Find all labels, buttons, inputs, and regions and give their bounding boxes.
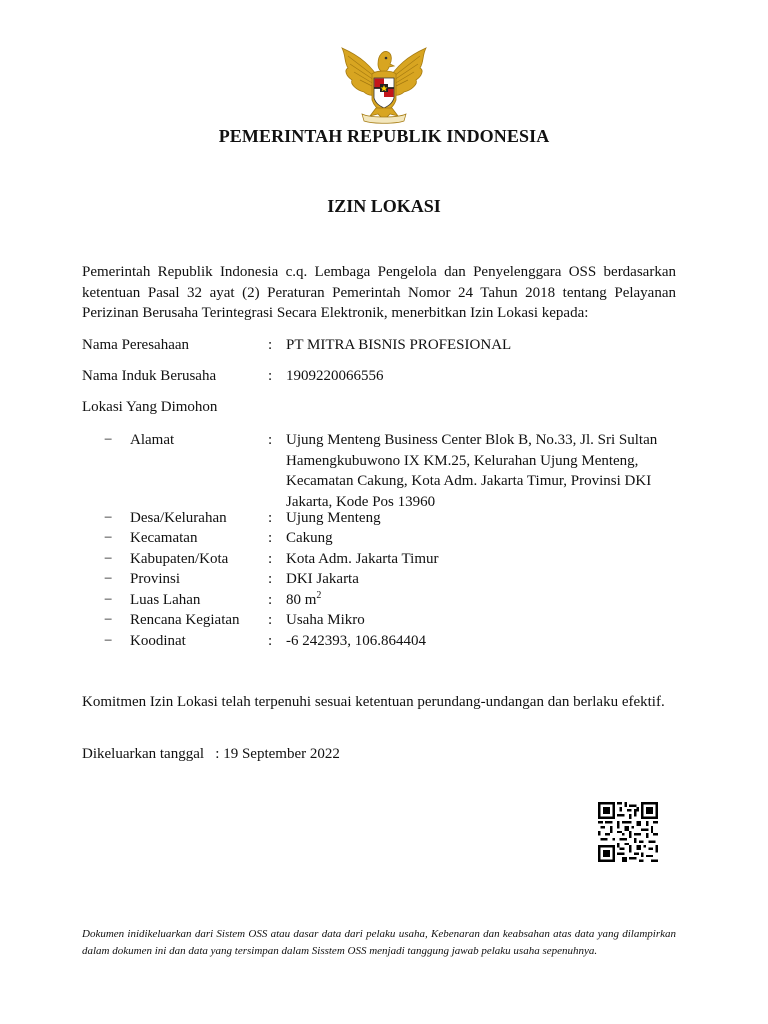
- company-name-colon: :: [268, 337, 273, 353]
- activity-plan-value: Usaha Mikro: [286, 612, 365, 628]
- city-label: Kabupaten/Kota: [130, 551, 229, 567]
- land-area-value: [286, 590, 686, 611]
- city-colon: :: [268, 551, 273, 567]
- province-colon: :: [268, 571, 273, 587]
- issued-date-value: : 19 September 2022: [215, 746, 340, 762]
- land-area-label: Luas Lahan: [130, 592, 201, 608]
- location-section-label: Lokasi Yang Dimohon: [82, 399, 218, 415]
- nib-label: Nama Induk Berusaha: [82, 368, 217, 384]
- village-colon: :: [268, 510, 273, 526]
- garuda-emblem-icon: [334, 42, 434, 124]
- city-value: Kota Adm. Jakarta Timur: [286, 551, 439, 567]
- nib-colon: :: [268, 368, 273, 384]
- coordinates-colon: :: [268, 633, 273, 649]
- list-bullet: −: [104, 612, 113, 628]
- land-area-superscript: 2: [316, 590, 322, 601]
- document-title: IZIN LOKASI: [327, 196, 441, 216]
- province-label: Provinsi: [130, 571, 181, 587]
- list-bullet: −: [104, 592, 113, 608]
- land-area-colon: :: [268, 592, 273, 608]
- disclaimer-footer: Dokumen inidikeluarkan dari Sistem OSS atau dasar data dari pelaku usaha, Kebenaran dan keabsahan atas data yang dilampirkan dalam dokumen ini dan data yang tersimpan dalam Sisstem OSS menjadi tanggung jawab pelaku usaha sepenuhnya.: [82, 928, 676, 957]
- address-value: Ujung Menteng Business Center Blok B, No.33, Jl. Sri Sultan Hamengkubuwono IX KM.25, Kelurahan Ujung Menteng, Kecamatan Cakung, Kota Adm. Jakarta Timur, Provinsi DKI Jakarta, Kode Pos 13960: [286, 432, 658, 510]
- commitment-paragraph: Komitmen Izin Lokasi telah terpenuhi sesuai ketentuan perundang-undangan dan berlaku efektif.: [82, 694, 665, 710]
- list-bullet: −: [104, 530, 113, 546]
- list-bullet: −: [104, 432, 113, 448]
- coordinates-value: -6 242393, 106.864404: [286, 633, 426, 649]
- address-label: Alamat: [130, 432, 175, 448]
- nib-value: 1909220066556: [286, 368, 384, 384]
- district-label: Kecamatan: [130, 530, 198, 546]
- intro-paragraph: Pemerintah Republik Indonesia c.q. Lembaga Pengelola dan Penyelenggara OSS berdasarkan ketentuan Pasal 32 ayat (2) Peraturan Pemerintah Nomor 24 Tahun 2018 tentang Pelayanan Perizinan Berusaha Terintegrasi Secara Elektronik, menerbitkan Izin Lokasi kepada:: [82, 264, 676, 321]
- activity-plan-label: Rencana Kegiatan: [130, 612, 240, 628]
- company-name-value: PT MITRA BISNIS PROFESIONAL: [286, 337, 512, 353]
- list-bullet: −: [104, 633, 113, 649]
- province-value: DKI Jakarta: [286, 571, 359, 587]
- issued-date: [82, 744, 340, 765]
- activity-plan-colon: :: [268, 612, 273, 628]
- qr-code-icon: [598, 802, 658, 862]
- company-name-label: Nama Peresahaan: [82, 337, 190, 353]
- village-label: Desa/Kelurahan: [130, 510, 227, 526]
- district-colon: :: [268, 530, 273, 546]
- district-value: Cakung: [286, 530, 333, 546]
- land-area-number: 80 m: [286, 592, 317, 608]
- list-bullet: −: [104, 510, 113, 526]
- village-value: Ujung Menteng: [286, 510, 381, 526]
- address-colon: :: [268, 432, 273, 448]
- government-title: PEMERINTAH REPUBLIK INDONESIA: [218, 126, 550, 146]
- issued-date-label: Dikeluarkan tanggal: [82, 746, 205, 762]
- coordinates-label: Koodinat: [130, 633, 186, 649]
- list-bullet: −: [104, 571, 113, 587]
- list-bullet: −: [104, 551, 113, 567]
